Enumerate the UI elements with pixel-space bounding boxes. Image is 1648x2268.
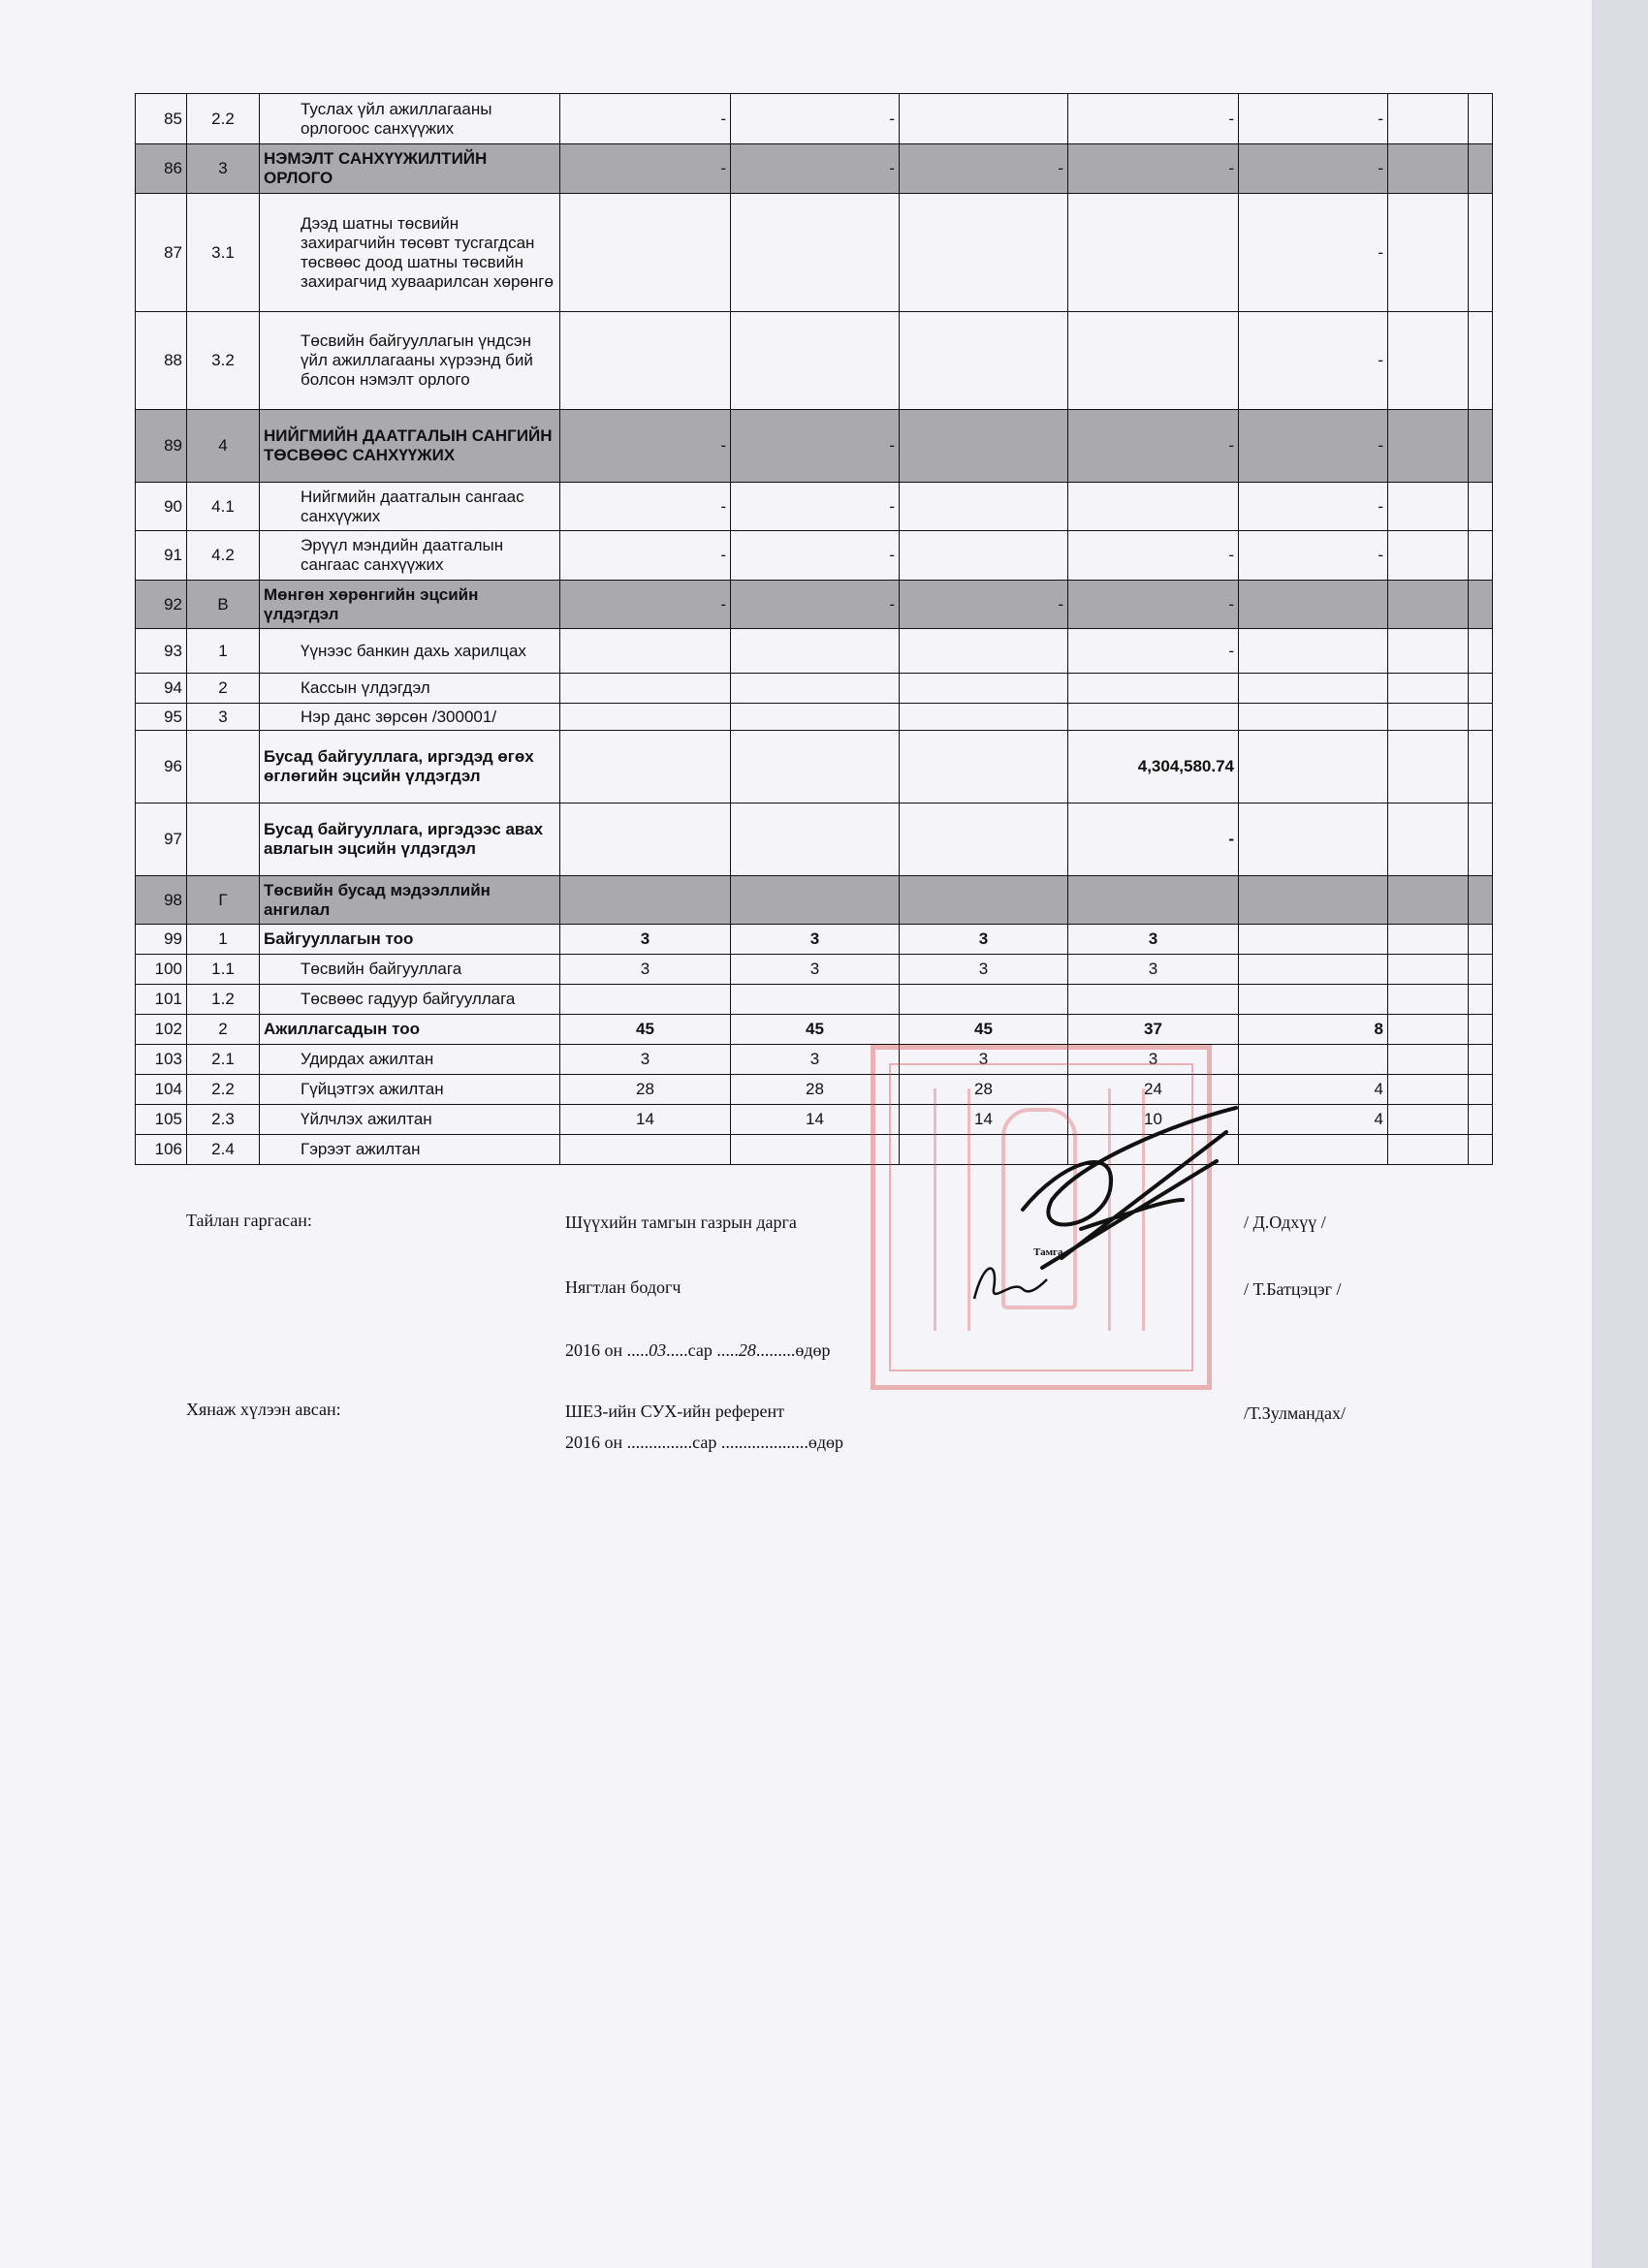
value-col-3 (900, 312, 1068, 410)
table-row (136, 1105, 1493, 1135)
table-row (136, 410, 1493, 483)
value-col-1 (560, 194, 731, 312)
empty-cell (1388, 985, 1469, 1015)
row-number: 87 (136, 194, 187, 312)
row-code: 1 (187, 925, 260, 955)
empty-cell (1388, 312, 1469, 410)
value-col-3 (900, 803, 1068, 876)
value-col-2: 3 (731, 925, 900, 955)
value-col-3 (900, 410, 1068, 483)
value-col-5 (1239, 985, 1388, 1015)
empty-cell (1469, 1075, 1493, 1105)
value-col-5 (1239, 955, 1388, 985)
value-col-4: - (1068, 581, 1239, 629)
value-col-3 (900, 674, 1068, 704)
scan-edge (1592, 0, 1648, 2268)
value-col-1 (560, 803, 731, 876)
value-col-1: - (560, 483, 731, 531)
value-col-5: - (1239, 194, 1388, 312)
row-code: 2.4 (187, 1135, 260, 1165)
empty-cell (1469, 194, 1493, 312)
row-code: 3.1 (187, 194, 260, 312)
table-row (136, 1135, 1493, 1165)
empty-cell (1469, 94, 1493, 144)
value-col-2: - (731, 581, 900, 629)
row-description: НЭМЭЛТ САНХҮҮЖИЛТИЙН ОРЛОГО (260, 144, 560, 194)
referent-title: ШЕЗ-ийн СУХ-ийн референт (565, 1402, 785, 1421)
row-number: 103 (136, 1045, 187, 1075)
row-description: Бусад байгууллага, иргэдэд өгөх өглөгийн эцсийн үлдэгдэл (260, 731, 560, 803)
row-number: 91 (136, 531, 187, 581)
value-col-2 (731, 731, 900, 803)
row-description: Гэрээт ажилтан (260, 1135, 560, 1165)
value-col-5 (1239, 1045, 1388, 1075)
value-col-5: - (1239, 312, 1388, 410)
row-description: Удирдах ажилтан (260, 1045, 560, 1075)
table-row (136, 1075, 1493, 1105)
value-col-5: 4 (1239, 1075, 1388, 1105)
row-description: Үйлчлэх ажилтан (260, 1105, 560, 1135)
value-col-5 (1239, 803, 1388, 876)
value-col-5 (1239, 876, 1388, 925)
received-label: Хянаж хүлээн авсан: (186, 1400, 341, 1419)
empty-cell (1388, 955, 1469, 985)
date-year: 2016 он (565, 1340, 623, 1360)
row-code: Г (187, 876, 260, 925)
value-col-3: 3 (900, 925, 1068, 955)
empty-cell (1469, 144, 1493, 194)
row-code: 2.1 (187, 1045, 260, 1075)
row-code: 3.2 (187, 312, 260, 410)
stamp-word: Тамга (1033, 1246, 1063, 1258)
accountant-name: / Т.Батцэцэг / (1244, 1279, 1342, 1299)
value-col-2: 3 (731, 1045, 900, 1075)
value-col-5: 8 (1239, 1015, 1388, 1045)
table-row (136, 531, 1493, 581)
row-number: 100 (136, 955, 187, 985)
value-col-5 (1239, 731, 1388, 803)
row-description: Төсвийн байгууллагын үндсэн үйл ажиллагааны хүрээнд бий болсон нэмэлт орлого (260, 312, 560, 410)
table-row (136, 194, 1493, 312)
value-col-3: - (900, 581, 1068, 629)
row-description: Бусад байгууллага, иргэдээс авах авлагын эцсийн үлдэгдэл (260, 803, 560, 876)
row-code: В (187, 581, 260, 629)
value-col-2 (731, 194, 900, 312)
value-col-2: - (731, 94, 900, 144)
empty-cell (1469, 531, 1493, 581)
row-description: Кассын үлдэгдэл (260, 674, 560, 704)
empty-cell (1469, 925, 1493, 955)
row-number: 105 (136, 1105, 187, 1135)
value-col-3: 14 (900, 1105, 1068, 1135)
row-description: Мөнгөн хөрөнгийн эцсийн үлдэгдэл (260, 581, 560, 629)
row-number: 92 (136, 581, 187, 629)
value-col-5: - (1239, 531, 1388, 581)
row-number: 97 (136, 803, 187, 876)
row-number: 96 (136, 731, 187, 803)
value-col-1: 28 (560, 1075, 731, 1105)
value-col-2: 14 (731, 1105, 900, 1135)
head-name: / Д.Одхүү / (1244, 1213, 1326, 1232)
value-col-4: - (1068, 531, 1239, 581)
value-col-1: - (560, 94, 731, 144)
empty-cell (1388, 581, 1469, 629)
value-col-2 (731, 629, 900, 674)
value-col-1: 14 (560, 1105, 731, 1135)
row-code: 3 (187, 144, 260, 194)
prepared-label: Тайлан гаргасан: (186, 1211, 312, 1230)
table-row (136, 1045, 1493, 1075)
report-date: 2016 он .....03.....сар .....28.........өдөр (565, 1340, 831, 1360)
value-col-4: 3 (1068, 955, 1239, 985)
value-col-1 (560, 312, 731, 410)
row-description: Төсвийн байгууллага (260, 955, 560, 985)
budget-table (135, 93, 1493, 1165)
value-col-3 (900, 876, 1068, 925)
empty-cell (1388, 1135, 1469, 1165)
table-row (136, 581, 1493, 629)
empty-cell (1469, 674, 1493, 704)
date-day-label: өдөр (795, 1340, 831, 1360)
row-description: Ажиллагсадын тоо (260, 1015, 560, 1045)
value-col-3: 28 (900, 1075, 1068, 1105)
value-col-4 (1068, 876, 1239, 925)
row-number: 98 (136, 876, 187, 925)
table-row (136, 803, 1493, 876)
value-col-4: 10 (1068, 1105, 1239, 1135)
accountant-signature (965, 1250, 1052, 1318)
empty-cell (1388, 629, 1469, 674)
value-col-3 (900, 94, 1068, 144)
table-row (136, 985, 1493, 1015)
value-col-4 (1068, 312, 1239, 410)
row-description: Нийгмийн даатгалын сангаас санхүүжих (260, 483, 560, 531)
row-description: Эрүүл мэндийн даатгалын сангаас санхүүжих (260, 531, 560, 581)
row-number: 86 (136, 144, 187, 194)
empty-cell (1388, 1075, 1469, 1105)
value-col-1: 3 (560, 925, 731, 955)
value-col-3: 3 (900, 955, 1068, 985)
table-row (136, 483, 1493, 531)
row-number: 90 (136, 483, 187, 531)
empty-cell (1469, 876, 1493, 925)
table-row (136, 312, 1493, 410)
table-row (136, 876, 1493, 925)
row-number: 94 (136, 674, 187, 704)
row-description: Төсвийн бусад мэдээллийн ангилал (260, 876, 560, 925)
date-month: 03 (649, 1340, 667, 1360)
value-col-2: - (731, 410, 900, 483)
row-code: 2 (187, 674, 260, 704)
empty-cell (1388, 1045, 1469, 1075)
accountant-title: Нягтлан бодогч (565, 1277, 681, 1297)
row-code: 3 (187, 704, 260, 731)
value-col-4 (1068, 194, 1239, 312)
row-number: 101 (136, 985, 187, 1015)
empty-cell (1388, 94, 1469, 144)
empty-cell (1388, 1105, 1469, 1135)
value-col-3: 45 (900, 1015, 1068, 1045)
value-col-4: - (1068, 144, 1239, 194)
empty-cell (1469, 1105, 1493, 1135)
value-col-5: - (1239, 483, 1388, 531)
value-col-2 (731, 674, 900, 704)
value-col-1: 3 (560, 1045, 731, 1075)
value-col-2 (731, 312, 900, 410)
value-col-4: 37 (1068, 1015, 1239, 1045)
date-month-label: сар (687, 1340, 713, 1360)
row-number: 89 (136, 410, 187, 483)
value-col-3 (900, 194, 1068, 312)
empty-cell (1469, 629, 1493, 674)
value-col-2 (731, 704, 900, 731)
row-number: 88 (136, 312, 187, 410)
value-col-1 (560, 674, 731, 704)
row-number: 102 (136, 1015, 187, 1045)
row-description: Байгууллагын тоо (260, 925, 560, 955)
empty-cell (1388, 674, 1469, 704)
value-col-1 (560, 704, 731, 731)
empty-cell (1388, 925, 1469, 955)
row-code (187, 731, 260, 803)
value-col-1: 45 (560, 1015, 731, 1045)
value-col-1 (560, 731, 731, 803)
row-number: 106 (136, 1135, 187, 1165)
value-col-3 (900, 531, 1068, 581)
row-code: 1 (187, 629, 260, 674)
value-col-3 (900, 483, 1068, 531)
table-row (136, 94, 1493, 144)
row-number: 85 (136, 94, 187, 144)
value-col-2: - (731, 531, 900, 581)
head-title: Шүүхийн тамгын газрын дарга (565, 1213, 797, 1232)
row-description: Туслах үйл ажиллагааны орлогоос санхүүжих (260, 94, 560, 144)
value-col-4: - (1068, 410, 1239, 483)
value-col-1 (560, 876, 731, 925)
table-row (136, 731, 1493, 803)
row-number: 99 (136, 925, 187, 955)
value-col-2: - (731, 144, 900, 194)
empty-cell (1469, 955, 1493, 985)
row-code: 4.2 (187, 531, 260, 581)
value-col-4: 3 (1068, 1045, 1239, 1075)
row-description: Үүнээс банкин дахь харилцах (260, 629, 560, 674)
value-col-2 (731, 876, 900, 925)
value-col-5: - (1239, 144, 1388, 194)
row-code: 2 (187, 1015, 260, 1045)
value-col-2: 28 (731, 1075, 900, 1105)
row-number: 104 (136, 1075, 187, 1105)
row-number: 95 (136, 704, 187, 731)
empty-cell (1469, 985, 1493, 1015)
value-col-4 (1068, 674, 1239, 704)
empty-cell (1388, 531, 1469, 581)
value-col-2: 3 (731, 955, 900, 985)
table-row (136, 1015, 1493, 1045)
value-col-5 (1239, 674, 1388, 704)
row-description: НИЙГМИЙН ДААТГАЛЫН САНГИЙН ТӨСВӨӨС САНХҮҮЖИХ (260, 410, 560, 483)
table-body (136, 94, 1493, 1165)
table-row (136, 144, 1493, 194)
referent-name: /Т.Зулмандах/ (1244, 1403, 1346, 1423)
empty-cell (1388, 1015, 1469, 1045)
empty-cell (1469, 1045, 1493, 1075)
row-description: Нэр данс зөрсөн /300001/ (260, 704, 560, 731)
value-col-1: - (560, 581, 731, 629)
value-col-1: - (560, 144, 731, 194)
row-description: Дээд шатны төсвийн захирагчийн төсөвт тусгагдсан төсвөөс доод шатны төсвийн захирагчид хуваарилсан хөрөнгө (260, 194, 560, 312)
empty-cell (1469, 1015, 1493, 1045)
empty-cell (1469, 581, 1493, 629)
value-col-5 (1239, 704, 1388, 731)
row-description: Төсвөөс гадуур байгууллага (260, 985, 560, 1015)
value-col-4 (1068, 985, 1239, 1015)
empty-cell (1469, 312, 1493, 410)
value-col-4: 3 (1068, 925, 1239, 955)
value-col-4: 24 (1068, 1075, 1239, 1105)
value-col-2: 45 (731, 1015, 900, 1045)
value-col-1 (560, 629, 731, 674)
value-col-5 (1239, 629, 1388, 674)
empty-cell (1388, 704, 1469, 731)
row-code: 4.1 (187, 483, 260, 531)
empty-cell (1469, 803, 1493, 876)
value-col-2 (731, 985, 900, 1015)
row-number: 93 (136, 629, 187, 674)
value-col-5 (1239, 1135, 1388, 1165)
value-col-4: 4,304,580.74 (1068, 731, 1239, 803)
value-col-2: - (731, 483, 900, 531)
row-code: 1.2 (187, 985, 260, 1015)
value-col-1: - (560, 531, 731, 581)
table-row (136, 925, 1493, 955)
value-col-1 (560, 1135, 731, 1165)
value-col-4: - (1068, 803, 1239, 876)
row-description: Гүйцэтгэх ажилтан (260, 1075, 560, 1105)
value-col-4: - (1068, 629, 1239, 674)
date-day: 28 (738, 1340, 756, 1360)
empty-cell (1469, 731, 1493, 803)
value-col-2 (731, 803, 900, 876)
value-col-5: - (1239, 410, 1388, 483)
value-col-5 (1239, 925, 1388, 955)
row-code (187, 803, 260, 876)
empty-cell (1388, 194, 1469, 312)
value-col-5: 4 (1239, 1105, 1388, 1135)
table-row (136, 674, 1493, 704)
table-row (136, 704, 1493, 731)
value-col-3 (900, 985, 1068, 1015)
value-col-3 (900, 731, 1068, 803)
row-code: 2.3 (187, 1105, 260, 1135)
table-row (136, 629, 1493, 674)
empty-cell (1388, 876, 1469, 925)
blank-date: 2016 он ...............сар ....................өдөр (565, 1433, 843, 1452)
value-col-3 (900, 629, 1068, 674)
empty-cell (1469, 483, 1493, 531)
empty-cell (1388, 483, 1469, 531)
empty-cell (1388, 731, 1469, 803)
row-code: 4 (187, 410, 260, 483)
empty-cell (1388, 803, 1469, 876)
value-col-4 (1068, 483, 1239, 531)
value-col-3: 3 (900, 1045, 1068, 1075)
value-col-1: 3 (560, 955, 731, 985)
row-code: 1.1 (187, 955, 260, 985)
value-col-4 (1068, 704, 1239, 731)
value-col-4: - (1068, 94, 1239, 144)
empty-cell (1469, 704, 1493, 731)
value-col-1: - (560, 410, 731, 483)
value-col-5: - (1239, 94, 1388, 144)
value-col-1 (560, 985, 731, 1015)
value-col-3 (900, 704, 1068, 731)
value-col-5 (1239, 581, 1388, 629)
row-code: 2.2 (187, 94, 260, 144)
empty-cell (1469, 410, 1493, 483)
empty-cell (1469, 1135, 1493, 1165)
empty-cell (1388, 410, 1469, 483)
row-code: 2.2 (187, 1075, 260, 1105)
empty-cell (1388, 144, 1469, 194)
table-row (136, 955, 1493, 985)
value-col-3: - (900, 144, 1068, 194)
